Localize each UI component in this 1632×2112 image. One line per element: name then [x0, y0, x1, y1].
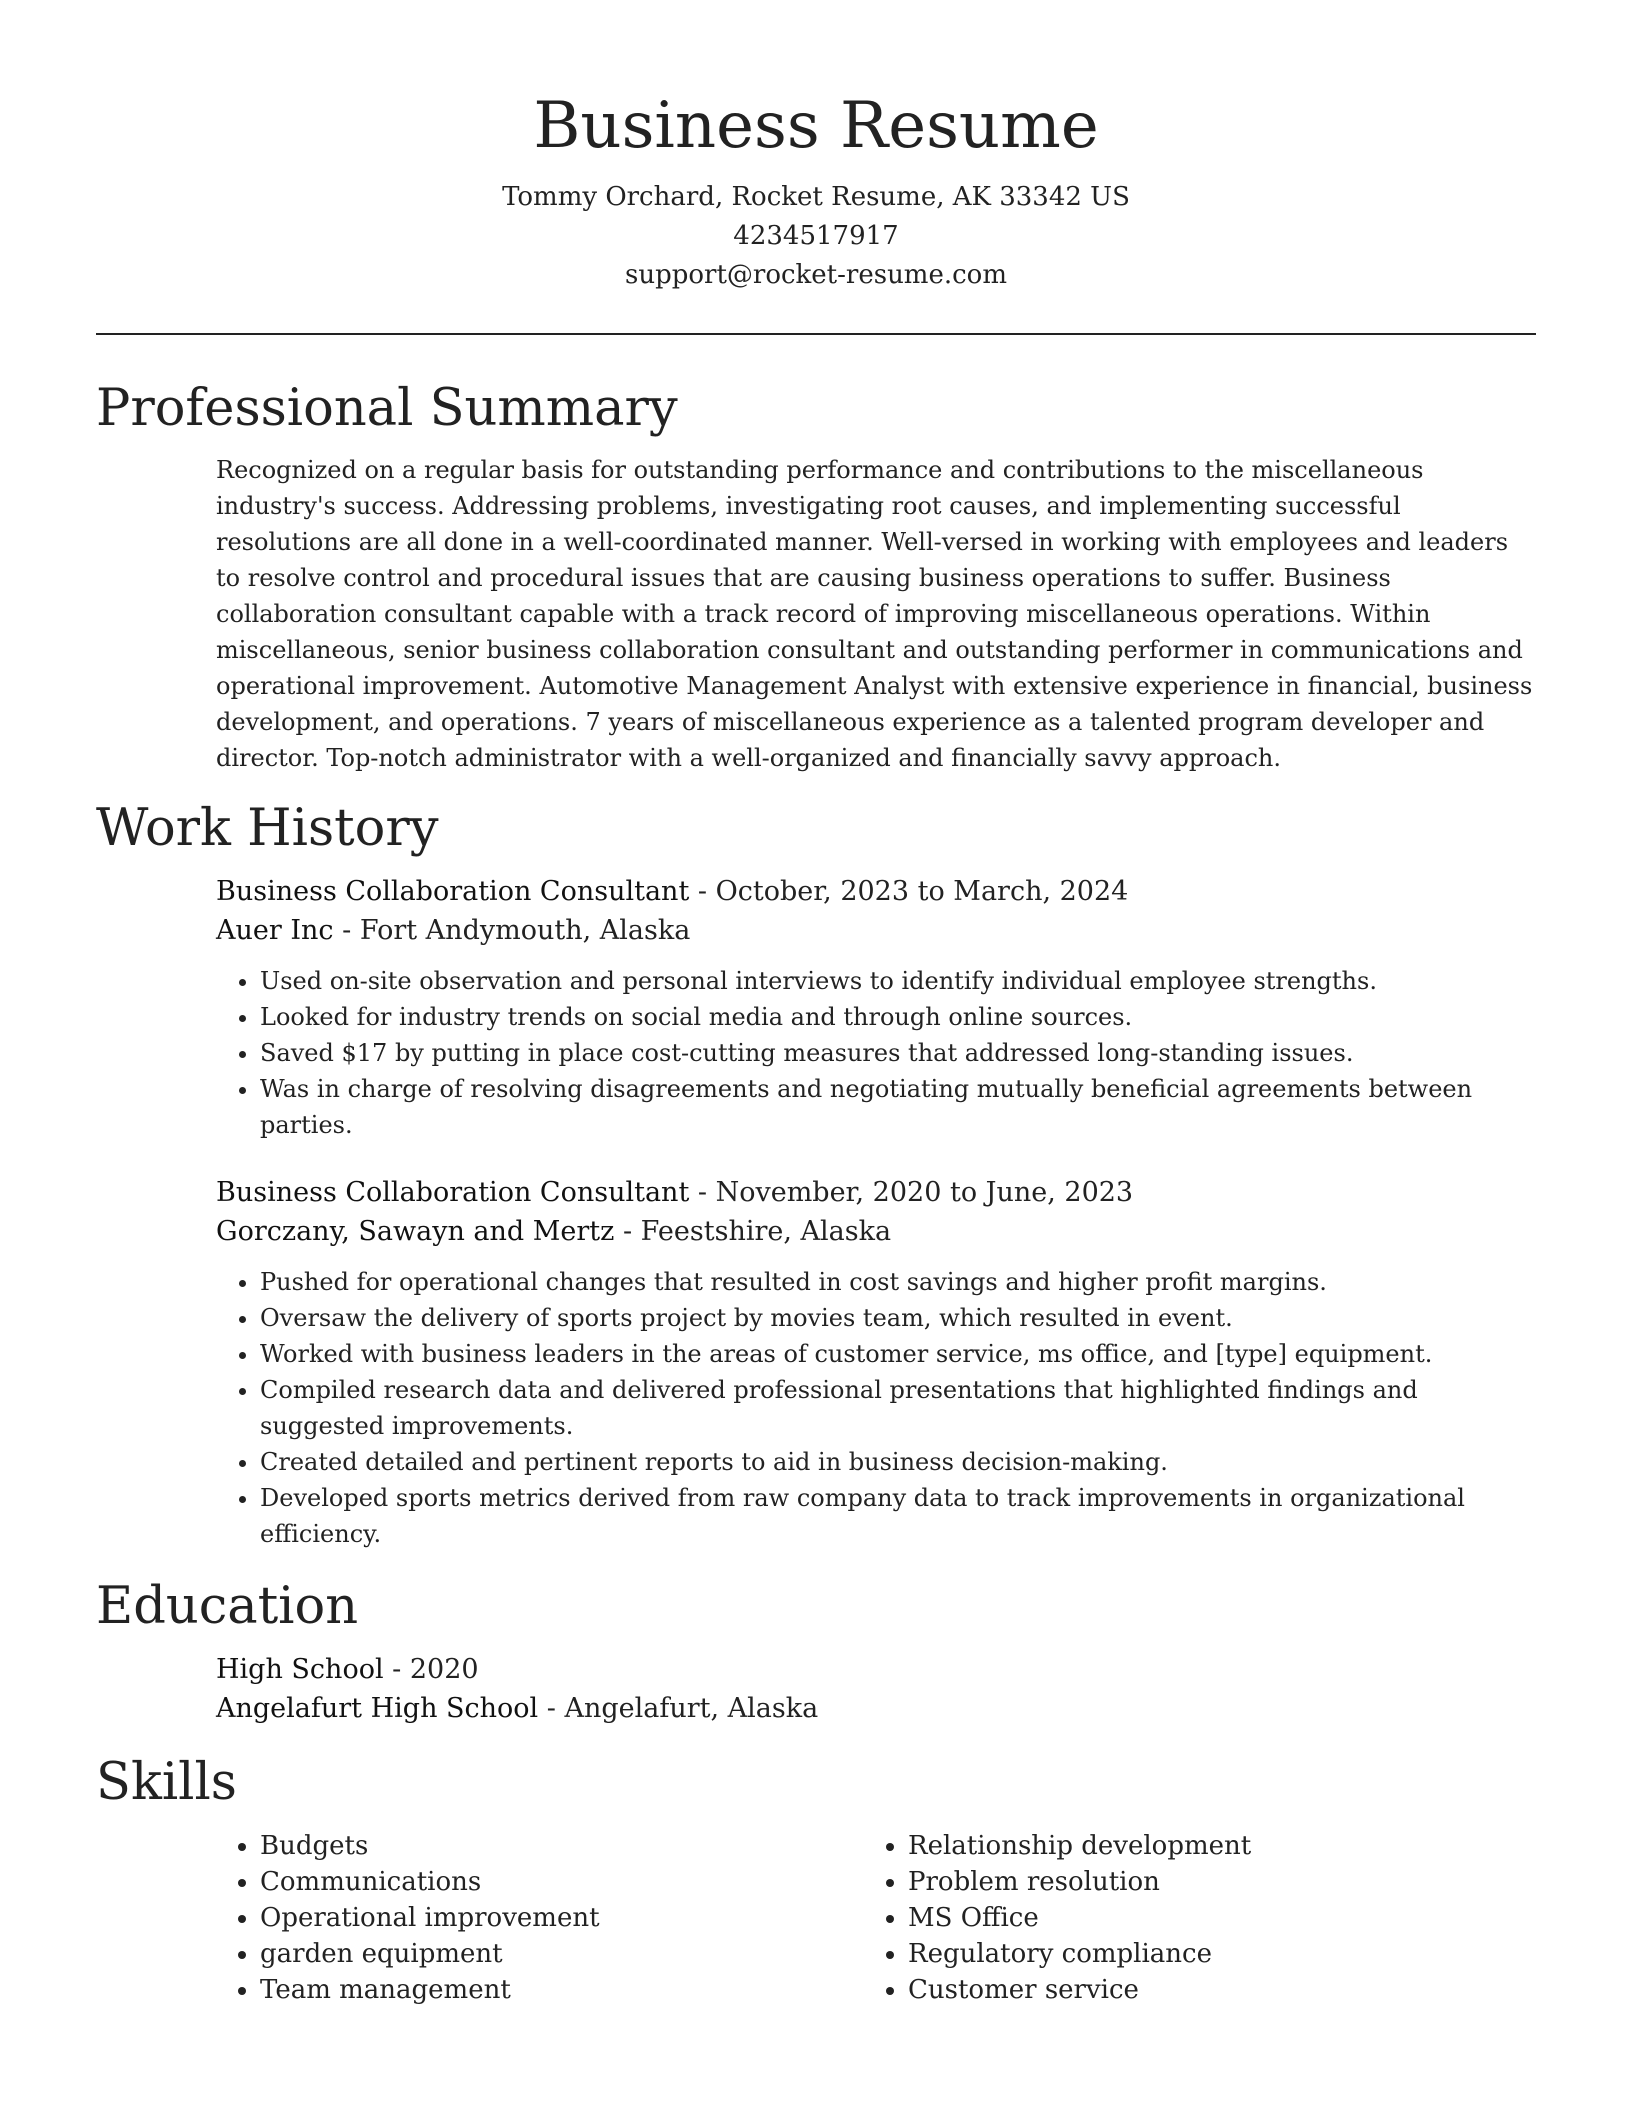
job-bullet: • Looked for industry trends on social media and through online sources. [260, 999, 1536, 1035]
skills-column-right [864, 1828, 1512, 2008]
header-divider [96, 333, 1536, 335]
job-title-line [216, 1173, 1536, 1212]
work-history-heading: Work History [96, 799, 439, 858]
job-location: - Fort Andymouth, Alaska [333, 915, 691, 946]
resume-page [96, 0, 1536, 2008]
work-history-section [96, 796, 1536, 1552]
skills-section [96, 1750, 1536, 2008]
contact-phone: 4234517917 [733, 221, 899, 251]
job-bullet: • Was in charge of resolving disagreements and negotiating mutually beneficial agreements between parties. [260, 1071, 1536, 1143]
skill-item: • Problem resolution [908, 1864, 1512, 1900]
education-school: Angelafurt High School [216, 1693, 539, 1724]
education-location: - Angelafurt, Alaska [538, 1693, 819, 1724]
skill-item: • garden equipment [260, 1936, 864, 1972]
contact-info [96, 178, 1536, 295]
job-bullet: • Pushed for operational changes that resulted in cost savings and higher profit margins. [260, 1264, 1536, 1300]
summary-text: Recognized on a regular basis for outstanding performance and contributions to the miscellaneous industry's success. Addressing problems, investigating root causes, and implementing successful resolutions are all done in a well-coordinated manner. Well-versed in working with employees and leaders to resolve control and procedural issues that are causing business operations to suffer. Business collaboration consultant capable with a track record of improving miscellaneous operations. Within miscellaneous, senior business collaboration consultant and outstanding performer in communications and operational improvement. Automotive Management Analyst with extensive experience in financial, business development, and operations. 7 years of miscellaneous experience as a talented program developer and director. Top-notch administrator with a well-organized and financially savvy approach. [216, 456, 1533, 772]
skill-item: • Team management [260, 1972, 864, 2008]
skills-column-left [216, 1828, 864, 2008]
job-dates: - October, 2023 to March, 2024 [689, 876, 1129, 907]
job-company: Gorczany, Sawayn and Mertz [216, 1216, 615, 1247]
job-bullet: • Developed sports metrics derived from raw company data to track improvements in organizational efficiency. [260, 1480, 1536, 1552]
job-company-line [216, 1212, 1536, 1251]
job-bullet: • Compiled research data and delivered professional presentations that highlighted findings and suggested improvements. [260, 1372, 1536, 1444]
summary-heading: Professional Summary [96, 379, 678, 438]
job-bullet: • Worked with business leaders in the areas of customer service, ms office, and [type] equipment. [260, 1336, 1536, 1372]
summary-section [96, 376, 1536, 776]
job-bullets [216, 963, 1536, 1143]
job-entry [216, 872, 1536, 1143]
education-heading: Education [96, 1577, 359, 1636]
education-degree-line [216, 1650, 1536, 1689]
education-school-line [216, 1689, 1536, 1728]
job-location: - Feestshire, Alaska [614, 1216, 892, 1247]
job-company: Auer Inc [216, 915, 334, 946]
resume-title: Business Resume [533, 89, 1099, 163]
skill-item: • Relationship development [908, 1828, 1512, 1864]
job-bullet: • Oversaw the delivery of sports project by movies team, which resulted in event. [260, 1300, 1536, 1336]
skill-item: • Communications [260, 1864, 864, 1900]
skill-item: • Customer service [908, 1972, 1512, 2008]
contact-address: Tommy Orchard, Rocket Resume, AK 33342 US [502, 182, 1130, 212]
job-entry [216, 1173, 1536, 1552]
contact-email: support@rocket-resume.com [624, 260, 1007, 290]
job-dates: - November, 2020 to June, 2023 [689, 1177, 1134, 1208]
job-company-line [216, 911, 1536, 950]
education-section [96, 1574, 1536, 1728]
job-bullets [216, 1264, 1536, 1552]
education-year: - 2020 [383, 1654, 479, 1685]
job-title: Business Collaboration Consultant [216, 876, 690, 907]
skill-item: • Budgets [260, 1828, 864, 1864]
skills-heading: Skills [96, 1753, 237, 1812]
job-bullet: • Created detailed and pertinent reports to aid in business decision-making. [260, 1444, 1536, 1480]
skill-item: • MS Office [908, 1900, 1512, 1936]
job-bullet: • Saved $17 by putting in place cost-cutting measures that addressed long-standing issues. [260, 1035, 1536, 1071]
skill-item: • Operational improvement [260, 1900, 864, 1936]
resume-header [96, 0, 1536, 295]
job-title: Business Collaboration Consultant [216, 1177, 690, 1208]
skill-item: • Regulatory compliance [908, 1936, 1512, 1972]
skills-grid [216, 1828, 1536, 2008]
job-bullet: • Used on-site observation and personal interviews to identify individual employee strengths. [260, 963, 1536, 999]
education-degree: High School [216, 1654, 384, 1685]
job-title-line [216, 872, 1536, 911]
